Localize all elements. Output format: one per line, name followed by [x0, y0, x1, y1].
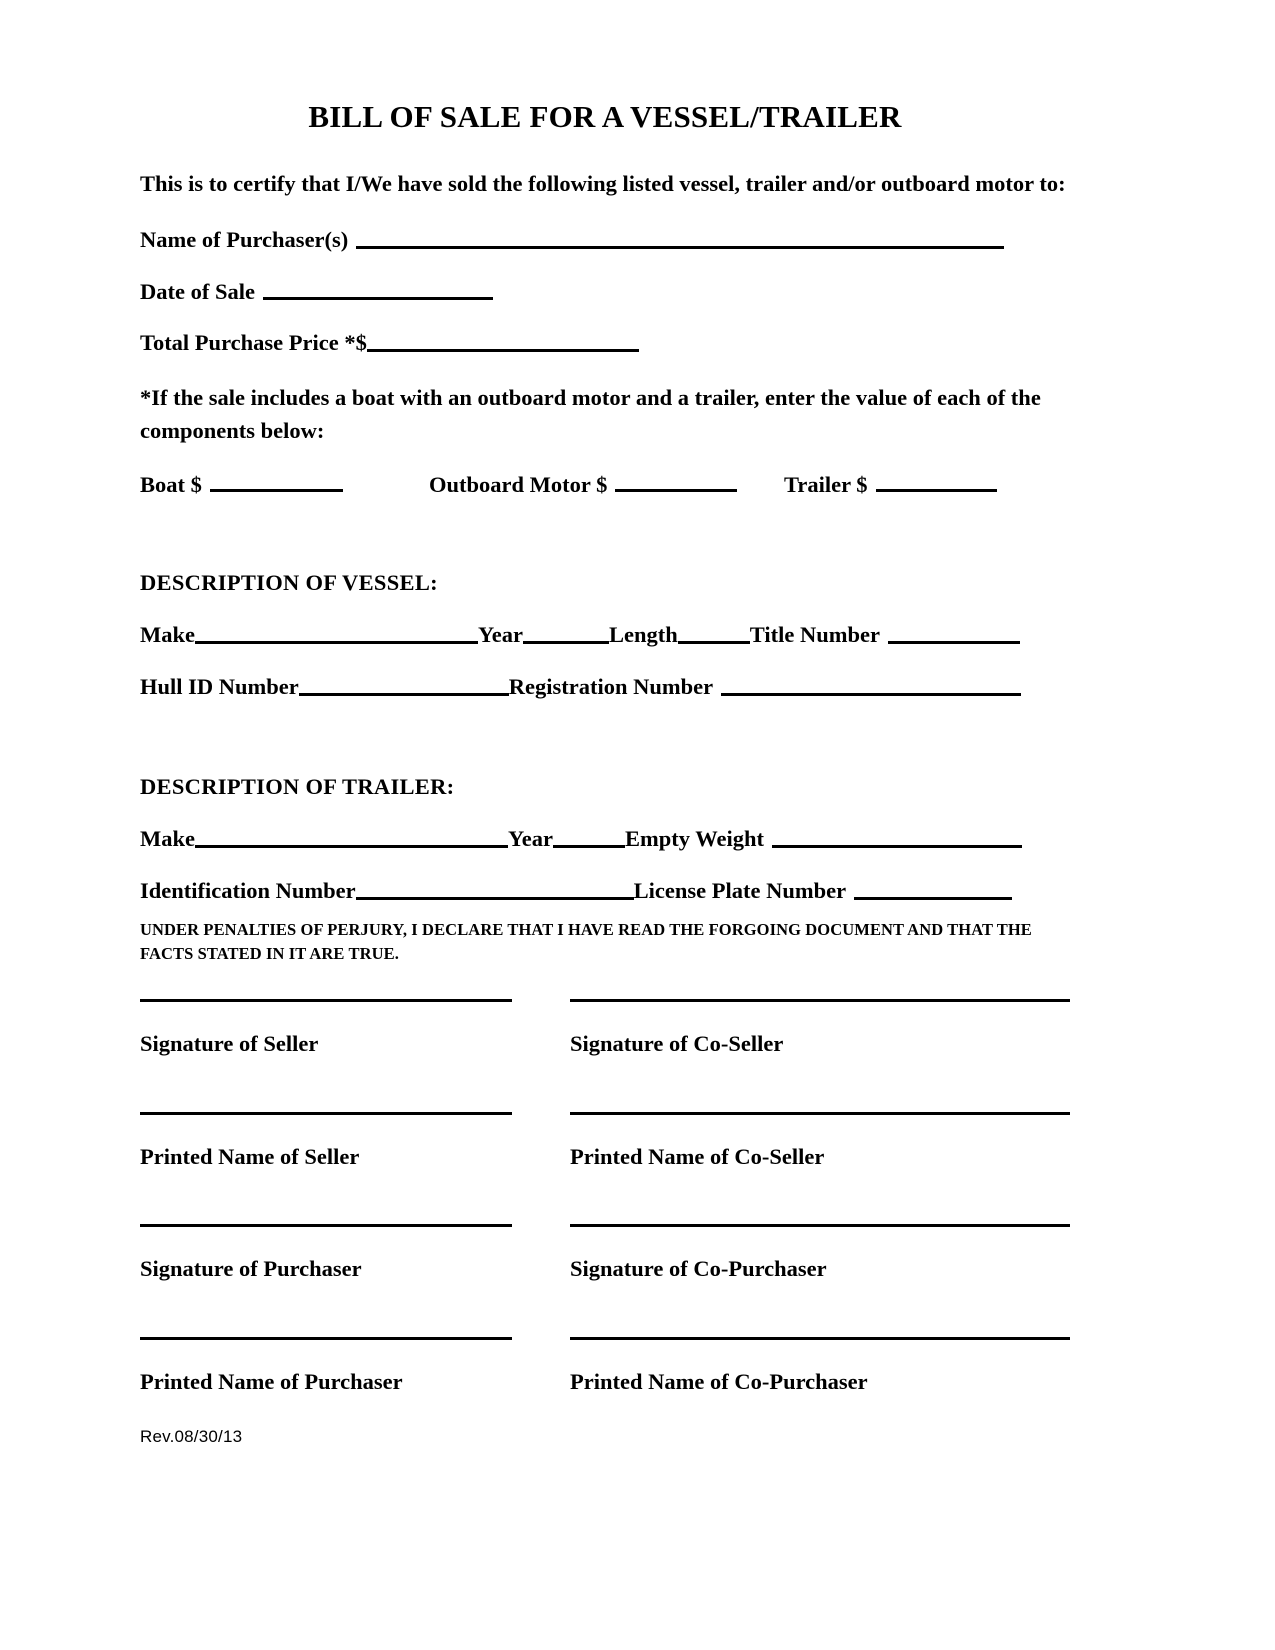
vessel-identity-row: [140, 622, 1070, 648]
printed-name-of-co-purchaser-label: Printed Name of Co-Purchaser: [570, 1368, 868, 1394]
signature-block-seller[interactable]: [140, 999, 570, 1056]
boat-label: Boat $: [140, 471, 202, 497]
signature-of-seller-label: Signature of Seller: [140, 1031, 319, 1057]
printed-name-of-seller-label: Printed Name of Seller: [140, 1143, 360, 1169]
document-content: [140, 0, 1070, 1447]
page-title: BILL OF SALE FOR A VESSEL/TRAILER: [308, 99, 902, 134]
signature-row-printed-seller: [140, 1112, 1070, 1169]
printed-name-of-purchaser-label: Printed Name of Purchaser: [140, 1368, 403, 1394]
registration-number-label: Registration Number: [508, 673, 714, 699]
vessel-year-input[interactable]: [523, 641, 609, 644]
boat-value-input[interactable]: [210, 489, 343, 492]
field-name-of-purchaser[interactable]: [140, 227, 1070, 253]
trailer-label: Trailer $: [784, 471, 868, 497]
total-purchase-price-input[interactable]: [367, 349, 639, 352]
hull-id-number-label: Hull ID Number: [140, 673, 299, 699]
signature-block-co-purchaser[interactable]: [570, 1224, 1070, 1281]
vessel-length-label: Length: [608, 622, 678, 648]
vessel-length-input[interactable]: [678, 641, 750, 644]
trailer-value-input[interactable]: [876, 489, 997, 492]
trailer-identity-row: [140, 826, 1070, 852]
date-of-sale-input[interactable]: [263, 297, 493, 300]
trailer-empty-weight-input[interactable]: [772, 845, 1022, 848]
registration-number-input[interactable]: [721, 693, 1021, 696]
identification-number-input[interactable]: [356, 897, 634, 900]
component-values-row: [140, 471, 1070, 497]
outboard-motor-value-input[interactable]: [615, 489, 737, 492]
printed-name-block-seller[interactable]: [140, 1112, 570, 1169]
perjury-statement: UNDER PENALTIES OF PERJURY, I DECLARE THAT I HAVE READ THE FORGOING DOCUMENT AND THAT THE FACTS STATED IN IT ARE TRUE.: [140, 919, 1032, 963]
field-outboard-motor-value[interactable]: [429, 471, 784, 497]
trailer-section-heading: DESCRIPTION OF TRAILER:: [140, 773, 455, 799]
vessel-section-heading: DESCRIPTION OF VESSEL:: [140, 570, 438, 596]
trailer-make-label: Make: [140, 825, 195, 851]
footnote-paragraph: *If the sale includes a boat with an outboard motor and a trailer, enter the value of each of the components below:: [140, 385, 1041, 443]
vessel-make-label: Make: [140, 622, 195, 648]
vessel-year-label: Year: [478, 622, 523, 648]
hull-id-number-input[interactable]: [299, 693, 509, 696]
identification-number-label: Identification Number: [140, 877, 356, 903]
signature-of-purchaser-label: Signature of Purchaser: [140, 1256, 362, 1282]
trailer-make-input[interactable]: [195, 845, 508, 848]
printed-name-block-co-purchaser[interactable]: [570, 1337, 1070, 1394]
printed-name-of-co-seller-label: Printed Name of Co-Seller: [570, 1143, 825, 1169]
field-total-purchase-price[interactable]: [140, 330, 1070, 356]
date-of-sale-label: Date of Sale: [140, 278, 255, 304]
trailer-empty-weight-label: Empty Weight: [624, 825, 764, 851]
signature-block-co-seller[interactable]: [570, 999, 1070, 1056]
signature-of-co-purchaser-label: Signature of Co-Purchaser: [570, 1256, 827, 1282]
name-of-purchaser-input[interactable]: [356, 246, 1004, 249]
signature-block-purchaser[interactable]: [140, 1224, 570, 1281]
revision-footer: Rev.08/30/13: [140, 1427, 243, 1447]
trailer-year-input[interactable]: [553, 845, 625, 848]
signature-row-printed-purchaser: [140, 1337, 1070, 1394]
signature-of-co-seller-label: Signature of Co-Seller: [570, 1031, 784, 1057]
signature-row-seller: [140, 999, 1070, 1056]
intro-paragraph: This is to certify that I/We have sold the following listed vessel, trailer and/or outboard motor to:: [140, 171, 1066, 197]
name-of-purchaser-label: Name of Purchaser(s): [140, 226, 349, 252]
outboard-motor-label: Outboard Motor $: [429, 471, 608, 497]
license-plate-number-label: License Plate Number: [633, 877, 847, 903]
vessel-make-input[interactable]: [195, 641, 478, 644]
field-boat-value[interactable]: [140, 471, 429, 497]
license-plate-number-input[interactable]: [854, 897, 1012, 900]
vessel-title-number-input[interactable]: [888, 641, 1020, 644]
trailer-year-label: Year: [508, 825, 553, 851]
printed-name-block-purchaser[interactable]: [140, 1337, 570, 1394]
signature-section: [140, 999, 1070, 1393]
signature-row-purchaser: [140, 1224, 1070, 1281]
vessel-title-number-label: Title Number: [749, 622, 880, 648]
field-date-of-sale[interactable]: [140, 279, 1070, 305]
printed-name-block-co-seller[interactable]: [570, 1112, 1070, 1169]
field-trailer-value[interactable]: [784, 471, 1064, 497]
trailer-identification-row: [140, 878, 1070, 904]
vessel-hull-row: [140, 674, 1070, 700]
total-purchase-price-label: Total Purchase Price *$: [140, 330, 367, 356]
